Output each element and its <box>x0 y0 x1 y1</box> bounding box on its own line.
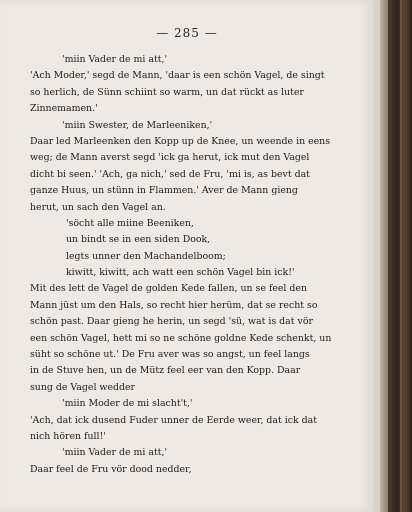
text-line: dicht bi seen.' 'Ach, ga nich,' sed de Fru, 'mi is, as bevt dat <box>30 168 310 180</box>
text-line: un bindt se in een siden Dook, <box>66 234 211 246</box>
text-line: Daar led Marleenken den Kopp up de Knee, un weende in eens <box>30 135 331 147</box>
text-line: 'Ach, dat ick dusend Fuder unner de Eerde weer, dat ick dat <box>30 414 318 426</box>
text-line: weg; de Mann averst segd 'ick ga herut, ick mut den Vagel <box>30 152 310 164</box>
text-line: 'miin Vader de mi att,' <box>62 447 168 459</box>
text-line: 'miin Swester, de Marleeniken,' <box>62 119 213 131</box>
text-line: herut, un sach den Vagel an. <box>30 201 166 213</box>
text-line: Daar feel de Fru vör dood nedder, <box>30 463 192 475</box>
text-line: Zinnemamen.' <box>30 103 98 115</box>
text-line: in de Stuve hen, un de Mütz feel eer van den Kopp. Daar <box>30 365 301 377</box>
text-line: 'miin Moder de mi slacht't,' <box>62 398 193 410</box>
text-line: schön past. Daar gieng he herin, un segd 'sü, wat is dat vör <box>30 316 313 328</box>
page-stack <box>380 0 388 512</box>
text-line: süht so schöne ut.' De Fru aver was so angst, un feel langs <box>30 349 310 361</box>
page-number: — 285 — <box>156 26 218 40</box>
text-line: sung de Vagel wedder <box>30 381 136 393</box>
text-line: so herlich, de Sünn schiint so warm, un dat rückt as luter <box>30 86 304 98</box>
text-line: legts unner den Machandelboom; <box>66 250 226 262</box>
text-line: nich hören full!' <box>30 430 106 442</box>
text-line: een schön Vagel, hett mi so ne schöne goldne Kede schenkt, un <box>30 332 332 344</box>
text-line: ganze Huus, un stünn in Flammen.' Aver de Mann gieng <box>30 185 298 197</box>
text-line: Mit des lett de Vagel de golden Kede fallen, un se feel den <box>30 283 308 295</box>
text-line: 'söcht alle miine Beeniken, <box>66 217 194 229</box>
text-line: 'Ach Moder,' segd de Mann, 'daar is een schön Vagel, de singt <box>30 70 325 82</box>
page-text <box>30 52 366 478</box>
text-line: Mann jüst um den Hals, so recht hier herüm, dat se recht so <box>30 299 318 311</box>
text-line: kiwitt, kiwitt, ach watt een schön Vagel bin ick!' <box>66 267 295 279</box>
text-line: 'miin Vader de mi att,' <box>62 54 168 65</box>
cover-edge <box>400 0 402 512</box>
